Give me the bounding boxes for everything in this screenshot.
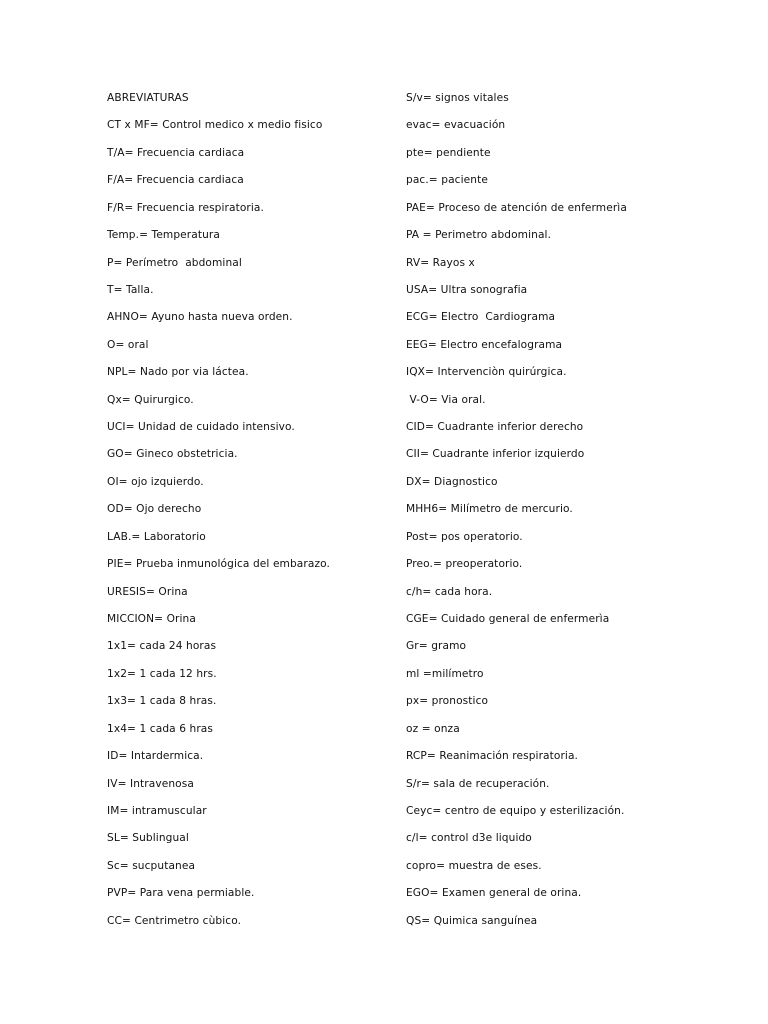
abbreviation-entry: evac= evacuación bbox=[406, 119, 506, 132]
abbreviation-entry: Sc= sucputanea bbox=[107, 859, 196, 872]
abbreviation-entry: EEG= Electro encefalograma bbox=[406, 338, 563, 351]
abbreviation-entry: MHH6= Milímetro de mercurio. bbox=[406, 503, 573, 516]
abbreviation-entry: ml =milímetro bbox=[406, 667, 484, 680]
abbreviation-entry: S/v= signos vitales bbox=[406, 92, 509, 104]
abbreviation-entry: pte= pendiente bbox=[406, 146, 491, 159]
abbreviation-entry: SL= Sublingual bbox=[107, 832, 189, 845]
abbreviation-entry: copro= muestra de eses. bbox=[406, 859, 542, 872]
abbreviation-entry: Temp.= Temperatura bbox=[107, 229, 220, 242]
abbreviation-entry: IM= intramuscular bbox=[107, 804, 207, 817]
abbreviation-entry: PAE= Proceso de atención de enfermerìa bbox=[406, 201, 627, 214]
abbreviation-entry: IQX= Intervenciòn quirúrgica. bbox=[406, 366, 567, 379]
abbreviation-entry: URESIS= Orina bbox=[107, 585, 188, 598]
abbreviation-entry: Gr= gramo bbox=[406, 640, 467, 653]
abbreviations-left-column bbox=[107, 89, 387, 939]
abbreviation-entry: pac.= paciente bbox=[406, 174, 488, 187]
document-heading: ABREVIATURAS bbox=[107, 92, 189, 104]
abbreviation-entry: RV= Rayos x bbox=[406, 256, 475, 269]
abbreviation-entry: 1x2= 1 cada 12 hrs. bbox=[107, 667, 217, 680]
abbreviation-entry: O= oral bbox=[107, 338, 149, 351]
abbreviation-entry: USA= Ultra sonografia bbox=[406, 283, 528, 296]
abbreviation-entry: LAB.= Laboratorio bbox=[107, 530, 206, 543]
abbreviation-entry: T= Talla. bbox=[107, 283, 154, 296]
abbreviation-entry: T/A= Frecuencia cardiaca bbox=[107, 146, 245, 159]
abbreviation-entry: Post= pos operatorio. bbox=[406, 530, 523, 543]
abbreviation-entry: Preo.= preoperatorio. bbox=[406, 558, 523, 571]
abbreviation-entry: PVP= Para vena permiable. bbox=[107, 887, 255, 900]
abbreviation-entry: CC= Centrimetro cùbico. bbox=[107, 914, 242, 927]
abbreviation-entry: MICCION= Orina bbox=[107, 613, 196, 626]
abbreviation-entry: CII= Cuadrante inferior izquierdo bbox=[406, 448, 585, 461]
abbreviations-right-column bbox=[406, 89, 726, 939]
abbreviation-entry: GO= Gineco obstetricia. bbox=[107, 448, 238, 461]
abbreviation-entry: F/A= Frecuencia cardiaca bbox=[107, 174, 244, 187]
abbreviation-entry: c/h= cada hora. bbox=[406, 585, 493, 598]
abbreviation-entry: RCP= Reanimación respiratoria. bbox=[406, 750, 579, 763]
abbreviation-entry: oz = onza bbox=[406, 722, 460, 735]
abbreviation-entry: S/r= sala de recuperación. bbox=[406, 777, 550, 790]
abbreviation-entry: 1x3= 1 cada 8 hras. bbox=[107, 695, 217, 708]
abbreviation-entry: P= Perímetro abdominal bbox=[107, 256, 242, 269]
abbreviation-entry: CGE= Cuidado general de enfermerìa bbox=[406, 613, 610, 626]
abbreviation-entry: Qx= Quirurgico. bbox=[107, 393, 194, 406]
abbreviation-entry: NPL= Nado por via láctea. bbox=[107, 366, 249, 379]
abbreviation-entry: 1x4= 1 cada 6 hras bbox=[107, 722, 213, 735]
abbreviation-entry: OD= Ojo derecho bbox=[107, 503, 202, 516]
abbreviation-entry: AHNO= Ayuno hasta nueva orden. bbox=[107, 311, 293, 324]
abbreviation-entry: PIE= Prueba inmunológica del embarazo. bbox=[107, 558, 330, 571]
abbreviation-entry: 1x1= cada 24 horas bbox=[107, 640, 217, 653]
abbreviation-entry: V-O= Via oral. bbox=[406, 393, 486, 406]
abbreviation-entry: EGO= Examen general de orina. bbox=[406, 887, 582, 900]
abbreviation-entry: CT x MF= Control medico x medio fisico bbox=[107, 119, 323, 132]
abbreviation-entry: px= pronostico bbox=[406, 695, 489, 708]
abbreviation-entry: OI= ojo izquierdo. bbox=[107, 475, 204, 488]
abbreviation-entry: PA = Perimetro abdominal. bbox=[406, 229, 552, 242]
abbreviation-entry: DX= Diagnostico bbox=[406, 475, 498, 488]
abbreviation-entry: UCI= Unidad de cuidado intensivo. bbox=[107, 421, 295, 434]
abbreviation-entry: ID= Intardermica. bbox=[107, 750, 204, 763]
abbreviation-entry: QS= Quimica sanguínea bbox=[406, 914, 538, 927]
abbreviation-entry: c/l= control d3e liquido bbox=[406, 832, 532, 845]
abbreviation-entry: IV= Intravenosa bbox=[107, 777, 194, 790]
abbreviation-entry: ECG= Electro Cardiograma bbox=[406, 311, 556, 324]
abbreviation-entry: F/R= Frecuencia respiratoria. bbox=[107, 201, 264, 214]
abbreviation-entry: CID= Cuadrante inferior derecho bbox=[406, 421, 584, 434]
abbreviation-entry: Ceyc= centro de equipo y esterilización. bbox=[406, 804, 625, 817]
